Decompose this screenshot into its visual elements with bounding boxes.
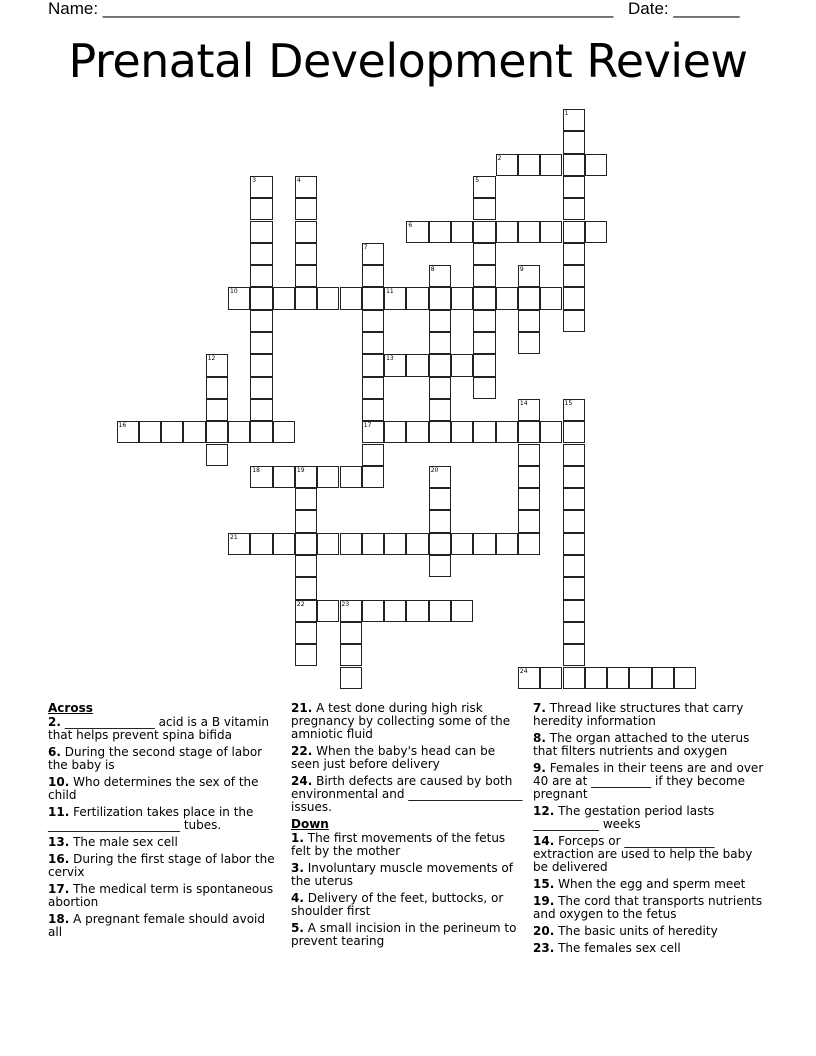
grid-cell[interactable] (250, 221, 272, 243)
grid-cell[interactable] (563, 421, 585, 443)
grid-cell[interactable] (563, 510, 585, 532)
grid-cell[interactable] (451, 354, 473, 376)
grid-cell[interactable] (206, 444, 228, 466)
grid-cell[interactable] (295, 533, 317, 555)
grid-cell[interactable] (250, 287, 272, 309)
grid-cell[interactable] (473, 332, 495, 354)
grid-cell[interactable] (429, 287, 451, 309)
grid-cell[interactable] (540, 221, 562, 243)
grid-cell[interactable] (563, 221, 585, 243)
clue-column-3 (533, 702, 765, 959)
clue-across-18: 18. A pregnant female should avoid all (48, 912, 265, 939)
name-field-label[interactable]: Name: ______________________________________________________ (48, 0, 614, 18)
grid-cell[interactable] (473, 265, 495, 287)
grid-cell[interactable] (518, 154, 540, 176)
grid-cell[interactable] (518, 444, 540, 466)
grid-cell[interactable] (496, 221, 518, 243)
grid-cell[interactable] (429, 533, 451, 555)
clue-across-24: 24. Birth defects are caused by both environmental and ___________________ issues. (291, 774, 523, 814)
grid-cell[interactable] (652, 667, 674, 689)
grid-cell[interactable] (250, 332, 272, 354)
clue-across-21: 21. A test done during high risk pregnancy by collecting some of the amniotic fluid (291, 701, 511, 741)
grid-cell[interactable] (273, 287, 295, 309)
grid-cell[interactable] (295, 510, 317, 532)
grid-cell[interactable] (585, 154, 607, 176)
grid-cell[interactable] (563, 555, 585, 577)
clue-number-label: 6 (408, 221, 413, 229)
grid-cell[interactable] (518, 421, 540, 443)
grid-cell[interactable] (473, 533, 495, 555)
date-field-label[interactable]: Date: _______ (628, 0, 740, 18)
clue-down-5: 5. A small incision in the perineum to prevent tearing (291, 921, 517, 948)
grid-cell[interactable] (563, 265, 585, 287)
grid-cell[interactable] (473, 421, 495, 443)
grid-cell[interactable] (496, 421, 518, 443)
clue-number-label: 17 (363, 422, 372, 430)
grid-cell[interactable] (250, 243, 272, 265)
grid-cell[interactable] (451, 221, 473, 243)
clue-number-label: 20 (430, 466, 439, 474)
grid-cell[interactable] (540, 667, 562, 689)
clue-down-9: 9. Females in their teens are and over 40 are at __________ if they become pregnant (533, 761, 764, 801)
grid-cell[interactable] (406, 533, 428, 555)
grid-cell[interactable] (518, 466, 540, 488)
grid-cell[interactable] (563, 644, 585, 666)
grid-cell[interactable] (273, 466, 295, 488)
clue-down-3: 3. Involuntary muscle movements of the uterus (291, 861, 513, 888)
grid-cell[interactable] (585, 667, 607, 689)
grid-cell[interactable] (563, 466, 585, 488)
clue-number-label: 3 (252, 176, 257, 184)
grid-cell[interactable] (183, 421, 205, 443)
grid-cell[interactable] (384, 533, 406, 555)
grid-cell[interactable] (362, 533, 384, 555)
clue-down-20: 20. The basic units of heredity (533, 924, 718, 938)
grid-cell[interactable] (340, 622, 362, 644)
grid-cell[interactable] (429, 221, 451, 243)
clue-across-6: 6. During the second stage of labor the baby is (48, 745, 263, 772)
grid-cell[interactable] (362, 265, 384, 287)
grid-cell[interactable] (406, 421, 428, 443)
grid-cell[interactable] (317, 466, 339, 488)
grid-cell[interactable] (429, 399, 451, 421)
grid-cell[interactable] (295, 644, 317, 666)
grid-cell[interactable] (563, 667, 585, 689)
grid-cell[interactable] (451, 287, 473, 309)
grid-cell[interactable] (206, 421, 228, 443)
grid-cell[interactable] (362, 466, 384, 488)
clue-number-label: 11 (386, 288, 394, 296)
clue-down-15: 15. When the egg and sperm meet (533, 877, 746, 891)
grid-cell[interactable] (540, 287, 562, 309)
grid-cell[interactable] (473, 287, 495, 309)
clue-down-12: 12. The gestation period lasts ___________ weeks (533, 804, 715, 831)
grid-cell[interactable] (429, 555, 451, 577)
grid-cell[interactable] (518, 488, 540, 510)
clue-down-14: 14. Forceps or _______________ extraction are used to help the baby be delivered (533, 834, 753, 874)
grid-cell[interactable] (250, 354, 272, 376)
grid-cell[interactable] (340, 667, 362, 689)
grid-cell[interactable] (250, 310, 272, 332)
clue-across-10: 10. Who determines the sex of the child (48, 775, 259, 802)
grid-cell[interactable] (429, 421, 451, 443)
grid-cell[interactable] (674, 667, 696, 689)
clue-number-label: 8 (430, 266, 435, 274)
grid-cell[interactable] (295, 287, 317, 309)
grid-cell[interactable] (563, 488, 585, 510)
clue-across-16: 16. During the first stage of labor the cervix (48, 852, 275, 879)
grid-cell[interactable] (429, 377, 451, 399)
grid-cell[interactable] (429, 332, 451, 354)
clue-column-1 (48, 702, 280, 943)
grid-cell[interactable] (295, 488, 317, 510)
grid-cell[interactable] (250, 265, 272, 287)
grid-cell[interactable] (362, 377, 384, 399)
grid-cell[interactable] (607, 667, 629, 689)
grid-cell[interactable] (340, 533, 362, 555)
grid-cell[interactable] (250, 198, 272, 220)
grid-cell[interactable] (295, 198, 317, 220)
grid-cell[interactable] (473, 243, 495, 265)
clue-number-label: 9 (519, 266, 524, 274)
grid-cell[interactable] (340, 466, 362, 488)
grid-cell[interactable] (429, 600, 451, 622)
clue-number-label: 24 (519, 667, 528, 675)
grid-cell[interactable] (406, 600, 428, 622)
grid-cell[interactable] (451, 421, 473, 443)
grid-cell[interactable] (340, 644, 362, 666)
grid-cell[interactable] (273, 421, 295, 443)
clue-across-2: 2. _______________ acid is a B vitamin that helps prevent spina bifida (48, 715, 270, 742)
grid-cell[interactable] (139, 421, 161, 443)
clue-across-22: 22. When the baby's head can be seen just before delivery (291, 744, 496, 771)
grid-cell[interactable] (250, 399, 272, 421)
grid-cell[interactable] (518, 221, 540, 243)
clue-across-11: 11. Fertilization takes place in the ______________________ tubes. (48, 805, 254, 832)
grid-cell[interactable] (629, 667, 651, 689)
clue-number-label: 2 (497, 154, 502, 162)
grid-cell[interactable] (473, 221, 495, 243)
across-header: Across (48, 701, 93, 715)
clue-down-19: 19. The cord that transports nutrients and oxygen to the fetus (533, 894, 763, 921)
grid-cell[interactable] (406, 354, 428, 376)
clue-number-label: 14 (519, 399, 528, 407)
grid-cell[interactable] (429, 310, 451, 332)
grid-cell[interactable] (317, 287, 339, 309)
grid-cell[interactable] (563, 287, 585, 309)
grid-cell[interactable] (228, 421, 250, 443)
grid-cell[interactable] (206, 399, 228, 421)
grid-cell[interactable] (563, 198, 585, 220)
grid-cell[interactable] (429, 510, 451, 532)
grid-cell[interactable] (451, 533, 473, 555)
grid-cell[interactable] (473, 377, 495, 399)
grid-cell[interactable] (429, 488, 451, 510)
grid-cell[interactable] (384, 421, 406, 443)
clue-number-label: 19 (296, 466, 305, 474)
grid-cell[interactable] (250, 533, 272, 555)
grid-cell[interactable] (563, 577, 585, 599)
grid-cell[interactable] (250, 377, 272, 399)
grid-cell[interactable] (362, 354, 384, 376)
grid-cell[interactable] (473, 198, 495, 220)
grid-cell[interactable] (518, 332, 540, 354)
grid-cell[interactable] (295, 555, 317, 577)
grid-cell[interactable] (295, 622, 317, 644)
grid-cell[interactable] (496, 287, 518, 309)
page-title: Prenatal Development Review (68, 34, 748, 88)
clue-column-2 (291, 702, 523, 952)
grid-cell[interactable] (451, 600, 473, 622)
grid-cell[interactable] (540, 154, 562, 176)
clue-number-label: 10 (230, 288, 238, 296)
grid-cell[interactable] (295, 243, 317, 265)
clue-number-label: 1 (564, 110, 569, 117)
grid-cell[interactable] (563, 310, 585, 332)
grid-cell[interactable] (518, 287, 540, 309)
grid-cell[interactable] (362, 600, 384, 622)
grid-cell[interactable] (540, 421, 562, 443)
grid-cell[interactable] (250, 421, 272, 443)
grid-cell[interactable] (496, 533, 518, 555)
clue-number-label: 23 (341, 600, 350, 608)
down-header: Down (291, 817, 329, 831)
grid-cell[interactable] (362, 287, 384, 309)
clue-number-label: 13 (386, 355, 394, 363)
grid-cell[interactable] (563, 622, 585, 644)
clue-across-13: 13. The male sex cell (48, 835, 178, 849)
clue-number-label: 4 (296, 176, 301, 184)
grid-cell[interactable] (206, 377, 228, 399)
grid-cell[interactable] (362, 399, 384, 421)
grid-cell[interactable] (563, 131, 585, 153)
clue-down-7: 7. Thread like structures that carry heredity information (533, 701, 744, 728)
grid-cell[interactable] (362, 332, 384, 354)
grid-cell[interactable] (563, 600, 585, 622)
grid-cell[interactable] (563, 176, 585, 198)
clue-number-label: 15 (564, 399, 573, 407)
grid-cell[interactable] (362, 444, 384, 466)
clue-across-17: 17. The medical term is spontaneous abortion (48, 882, 274, 909)
clue-number-label: 16 (118, 422, 127, 430)
grid-cell[interactable] (295, 265, 317, 287)
grid-cell[interactable] (518, 510, 540, 532)
grid-cell[interactable] (518, 533, 540, 555)
grid-cell[interactable] (340, 287, 362, 309)
grid-cell[interactable] (563, 533, 585, 555)
clue-number-label: 21 (230, 533, 238, 541)
grid-cell[interactable] (518, 310, 540, 332)
clue-number-label: 18 (252, 466, 260, 474)
grid-cell[interactable] (473, 354, 495, 376)
clue-down-4: 4. Delivery of the feet, buttocks, or shoulder first (291, 891, 504, 918)
grid-cell[interactable] (429, 354, 451, 376)
clue-number-label: 22 (296, 600, 305, 608)
grid-cell[interactable] (406, 287, 428, 309)
grid-cell[interactable] (317, 533, 339, 555)
grid-cell[interactable] (295, 577, 317, 599)
clue-number-label: 5 (475, 176, 480, 184)
grid-cell[interactable] (473, 310, 495, 332)
grid-cell[interactable] (295, 221, 317, 243)
clue-number-label: 7 (363, 243, 368, 251)
grid-cell[interactable] (161, 421, 183, 443)
grid-cell[interactable] (563, 243, 585, 265)
grid-cell[interactable] (563, 444, 585, 466)
grid-cell[interactable] (585, 221, 607, 243)
clue-down-8: 8. The organ attached to the uterus that filters nutrients and oxygen (533, 731, 750, 758)
grid-cell[interactable] (273, 533, 295, 555)
grid-cell[interactable] (384, 600, 406, 622)
grid-cell[interactable] (362, 310, 384, 332)
clue-number-label: 12 (207, 355, 216, 363)
clue-down-1: 1. The first movements of the fetus felt by the mother (291, 831, 506, 858)
grid-cell[interactable] (317, 600, 339, 622)
clue-down-23: 23. The females sex cell (533, 941, 681, 955)
grid-cell[interactable] (563, 154, 585, 176)
